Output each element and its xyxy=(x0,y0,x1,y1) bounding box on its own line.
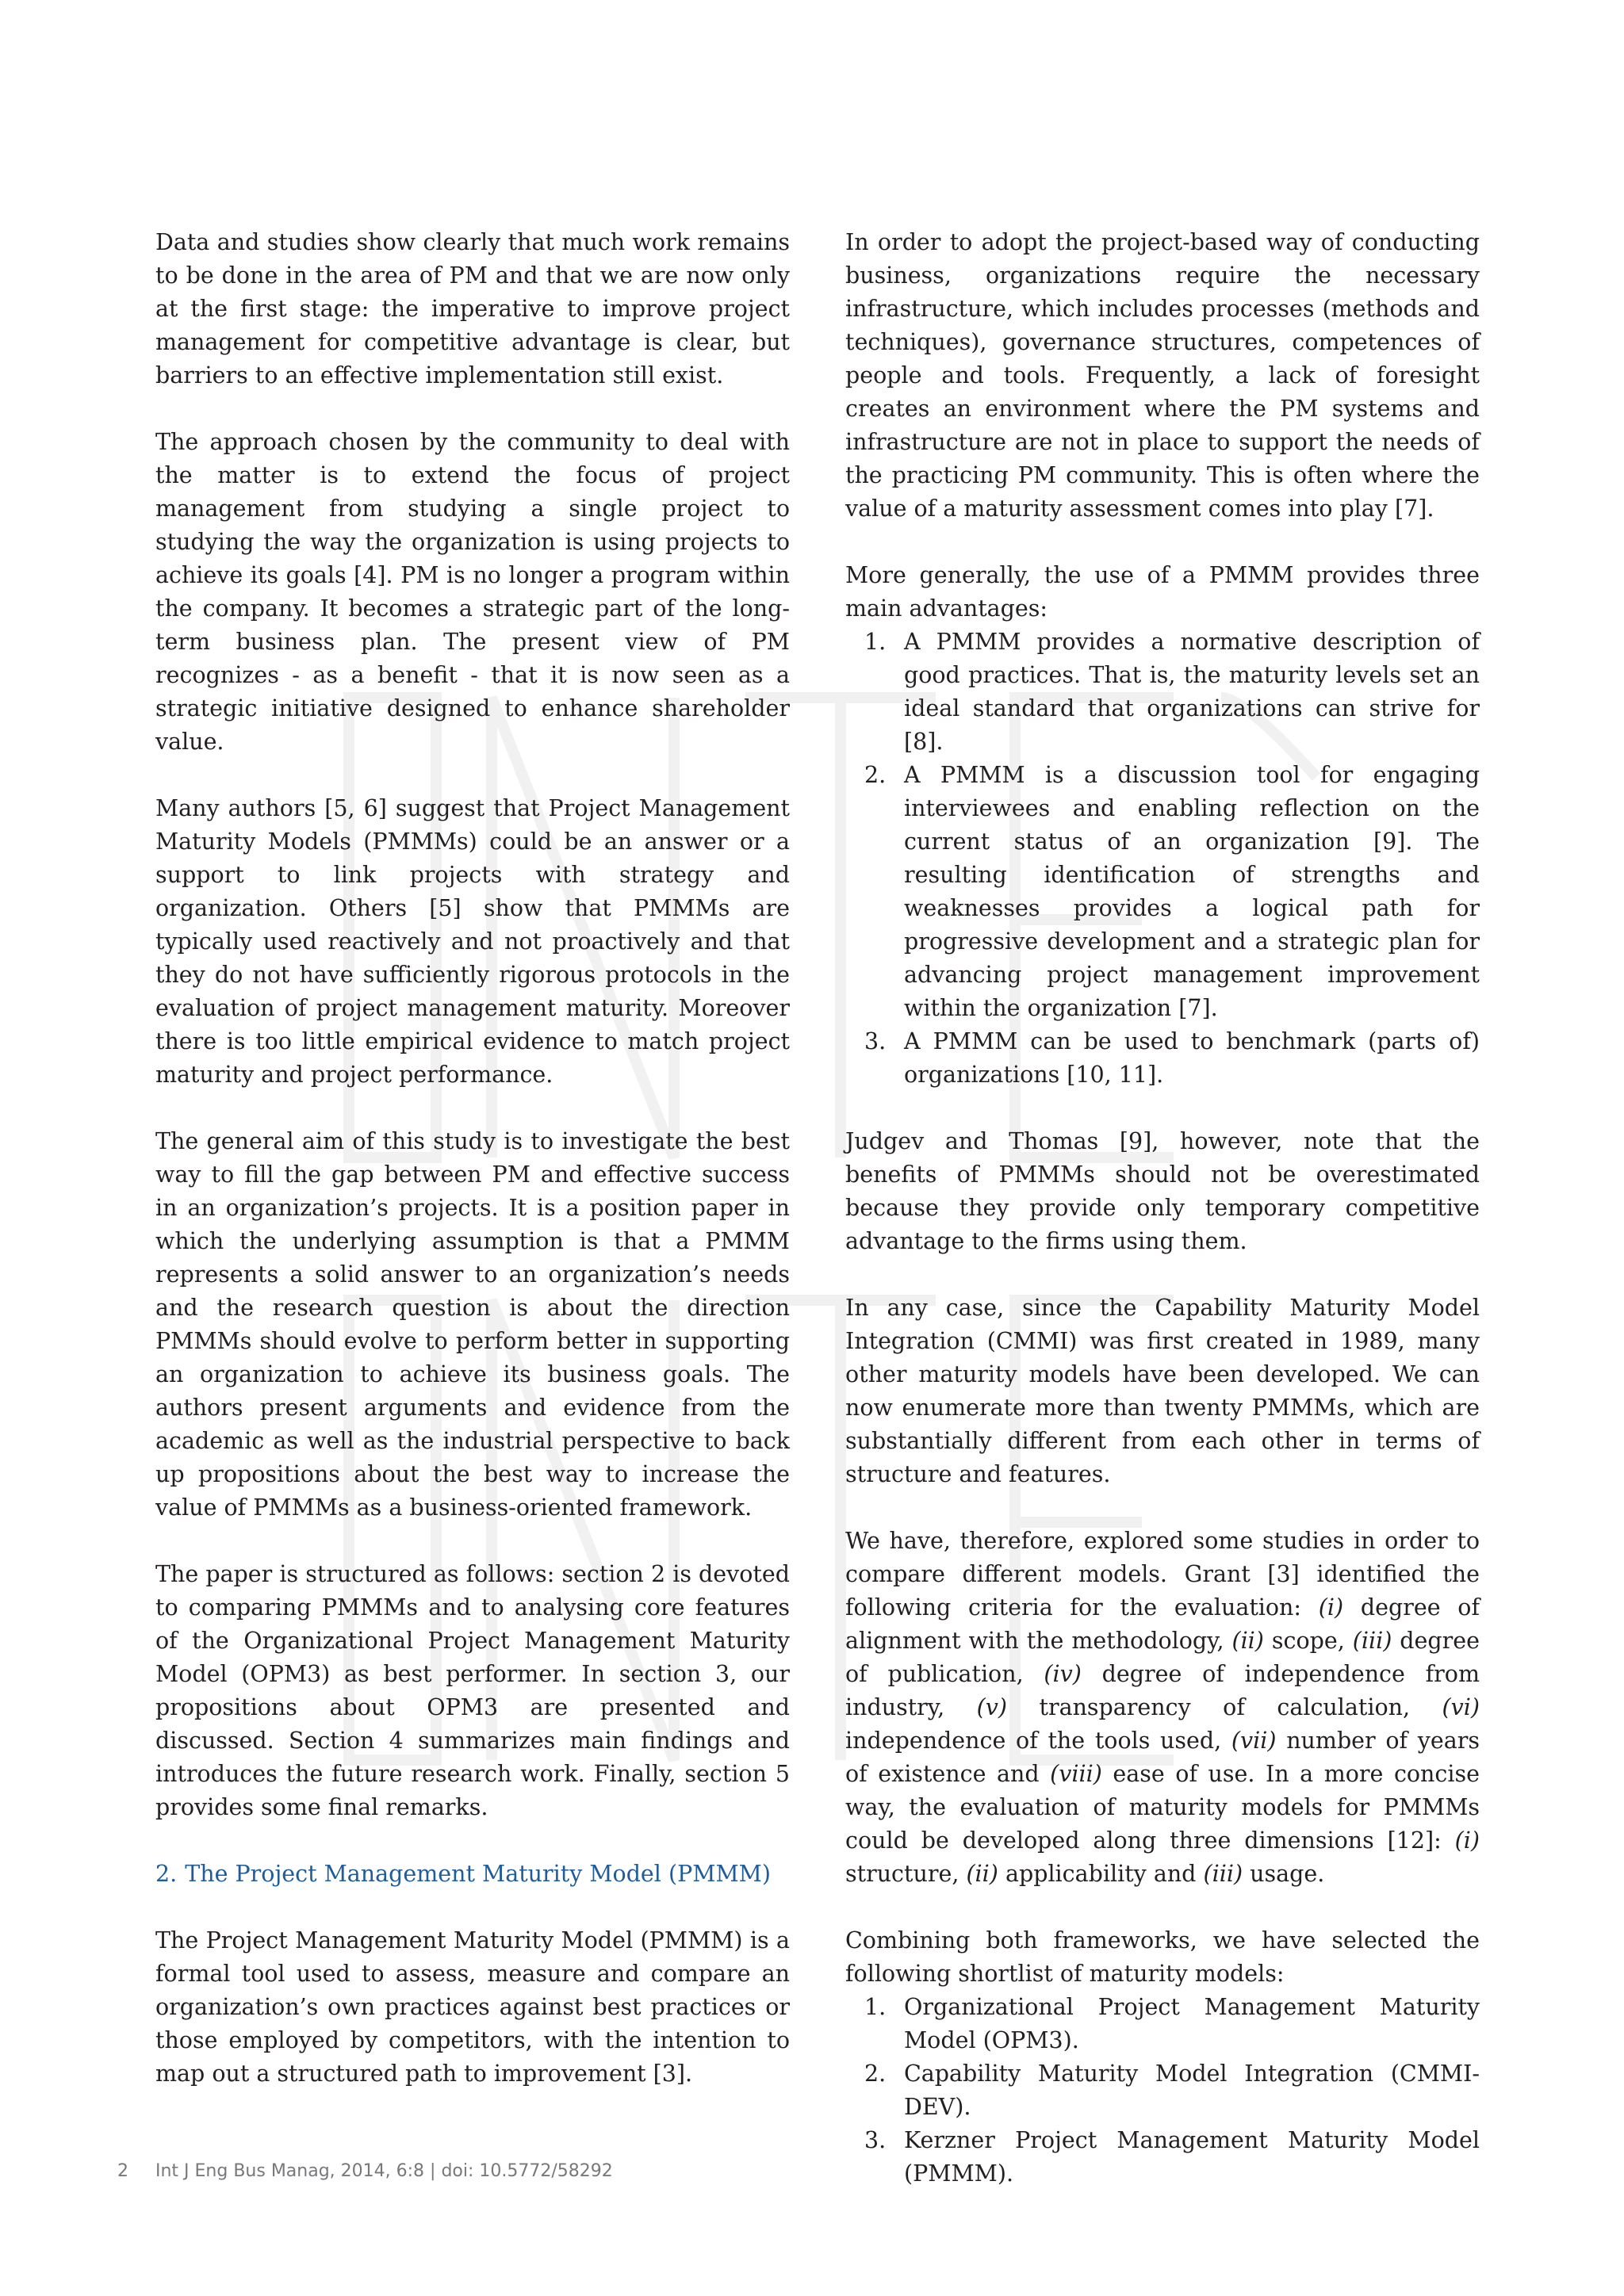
models-list xyxy=(845,1991,1480,2191)
advantages-list xyxy=(845,626,1480,1092)
paragraph: Many authors [5, 6] suggest that Project Management Maturity Models (PMMMs) could be an answer or a support to link projects with strategy and organization. Others [5] show that PMMMs are typically used reactively and not proactively and that they do not have sufficiently rigorous protocols in the evaluation of project management maturity. Moreover there is too little empirical evidence to match project maturity and project performance. xyxy=(155,795,790,1088)
page-number: 2 xyxy=(117,2161,128,2181)
journal-citation: Int J Eng Bus Manag, 2014, 6:8 | doi: 10.5772/58292 xyxy=(155,2161,613,2181)
list-text: Organizational Project Management Maturity Model (OPM3). xyxy=(904,1994,1480,2053)
list-number: 2. xyxy=(864,762,887,788)
list-item xyxy=(845,626,1480,759)
paragraph: We have, therefore, explored some studies in order to compare different models. Grant [3] identified the following criteria for the evaluation: (i) degree of alignment with the methodology, (ii) scope, (iii) degree of publication, (iv) degree of independence from industry, (v) transparency of calculation, (vi) independence of the tools used, (vii) number of years of existence and (viii) ease of use. In a more concise way, the evaluation of maturity models for PMMMs could be developed along three dimensions [12]: (i) structure, (ii) applicability and (iii) usage. xyxy=(845,1528,1480,1887)
list-text: A PMMM can be used to benchmark (parts of) organizations [10, 11]. xyxy=(904,1028,1480,1088)
list-number: 1. xyxy=(864,629,887,655)
paragraph: More generally, the use of a PMMM provides three main advantages: xyxy=(845,562,1480,622)
section-title: The Project Management Maturity Model (PMMM) xyxy=(185,1861,771,1887)
list-number: 1. xyxy=(864,1994,887,2020)
left-column xyxy=(155,226,790,2124)
paragraph: In order to adopt the project-based way of conducting business, organizations require the necessary infrastructure, which includes processes (methods and techniques), governance structures, competences of people and tools. Frequently, a lack of foresight creates an environment where the PM systems and infrastructure are not in place to support the needs of the practicing PM community. This is often where the value of a maturity assessment comes into play [7]. xyxy=(845,229,1480,522)
list-item xyxy=(845,1991,1480,2057)
page-footer xyxy=(117,2161,613,2193)
list-text: Capability Maturity Model Integration (CMMI-DEV). xyxy=(904,2061,1480,2120)
list-item xyxy=(845,2057,1480,2124)
paragraph: In any case, since the Capability Maturity Model Integration (CMMI) was first created in 1989, many other maturity models have been developed. We can now enumerate more than twenty PMMMs, which are substantially different from each other in terms of structure and features. xyxy=(845,1295,1480,1487)
list-text: Kerzner Project Management Maturity Model (PMMM). xyxy=(904,2127,1480,2187)
list-number: 2. xyxy=(864,2061,887,2087)
right-column xyxy=(845,226,1480,2224)
section-heading xyxy=(155,1858,790,1891)
paragraph: Data and studies show clearly that much work remains to be done in the area of PM and that we are now only at the first stage: the imperative to improve project management for competitive advantage is clear, but barriers to an effective implementation still exist. xyxy=(155,229,790,388)
list-number: 3. xyxy=(864,1028,887,1054)
list-number: 3. xyxy=(864,2127,887,2153)
list-item xyxy=(845,2124,1480,2191)
list-item xyxy=(845,1025,1480,1092)
paragraph: Judgev and Thomas [9], however, note that the benefits of PMMMs should not be overestimated because they provide only temporary competitive advantage to the firms using them. xyxy=(845,1128,1480,1254)
list-text: A PMMM provides a normative description of good practices. That is, the maturity levels set an ideal standard that organizations can strive for [8]. xyxy=(904,629,1480,755)
paragraph: The approach chosen by the community to deal with the matter is to extend the focus of project management from studying a single project to studying the way the organization is using projects to achieve its goals [4]. PM is no longer a program within the company. It becomes a strategic part of the long-term business plan. The present view of PM recognizes - as a benefit - that it is now seen as a strategic initiative designed to enhance shareholder value. xyxy=(155,429,790,755)
section-number: 2. xyxy=(155,1861,178,1887)
list-text: A PMMM is a discussion tool for engaging interviewees and enabling reflection on the current status of an organization [9]. The resulting identification of strengths and weaknesses provides a logical path for progressive development and a strategic plan for advancing project management improvement within the organization [7]. xyxy=(904,762,1480,1021)
list-item xyxy=(845,759,1480,1025)
paragraph: The Project Management Maturity Model (PMMM) is a formal tool used to assess, measure and compare an organization’s own practices against best practices or those employed by competitors, with the intention to map out a structured path to improvement [3]. xyxy=(155,1927,790,2087)
paragraph: Combining both frameworks, we have selected the following shortlist of maturity models: xyxy=(845,1927,1480,1987)
paragraph: The paper is structured as follows: section 2 is devoted to comparing PMMMs and to analysing core features of the Organizational Project Management Maturity Model (OPM3) as best performer. In section 3, our propositions about OPM3 are presented and discussed. Section 4 summarizes main findings and introduces the future research work. Finally, section 5 provides some final remarks. xyxy=(155,1561,790,1820)
paragraph: The general aim of this study is to investigate the best way to fill the gap between PM and effective success in an organization’s projects. It is a position paper in which the underlying assumption is that a PMMM represents a solid answer to an organization’s needs and the research question is about the direction PMMMs should evolve to perform better in supporting an organization to achieve its business goals. The authors present arguments and evidence from the academic as well as the industrial perspective to back up propositions about the best way to increase the value of PMMMs as a business-oriented framework. xyxy=(155,1128,790,1521)
